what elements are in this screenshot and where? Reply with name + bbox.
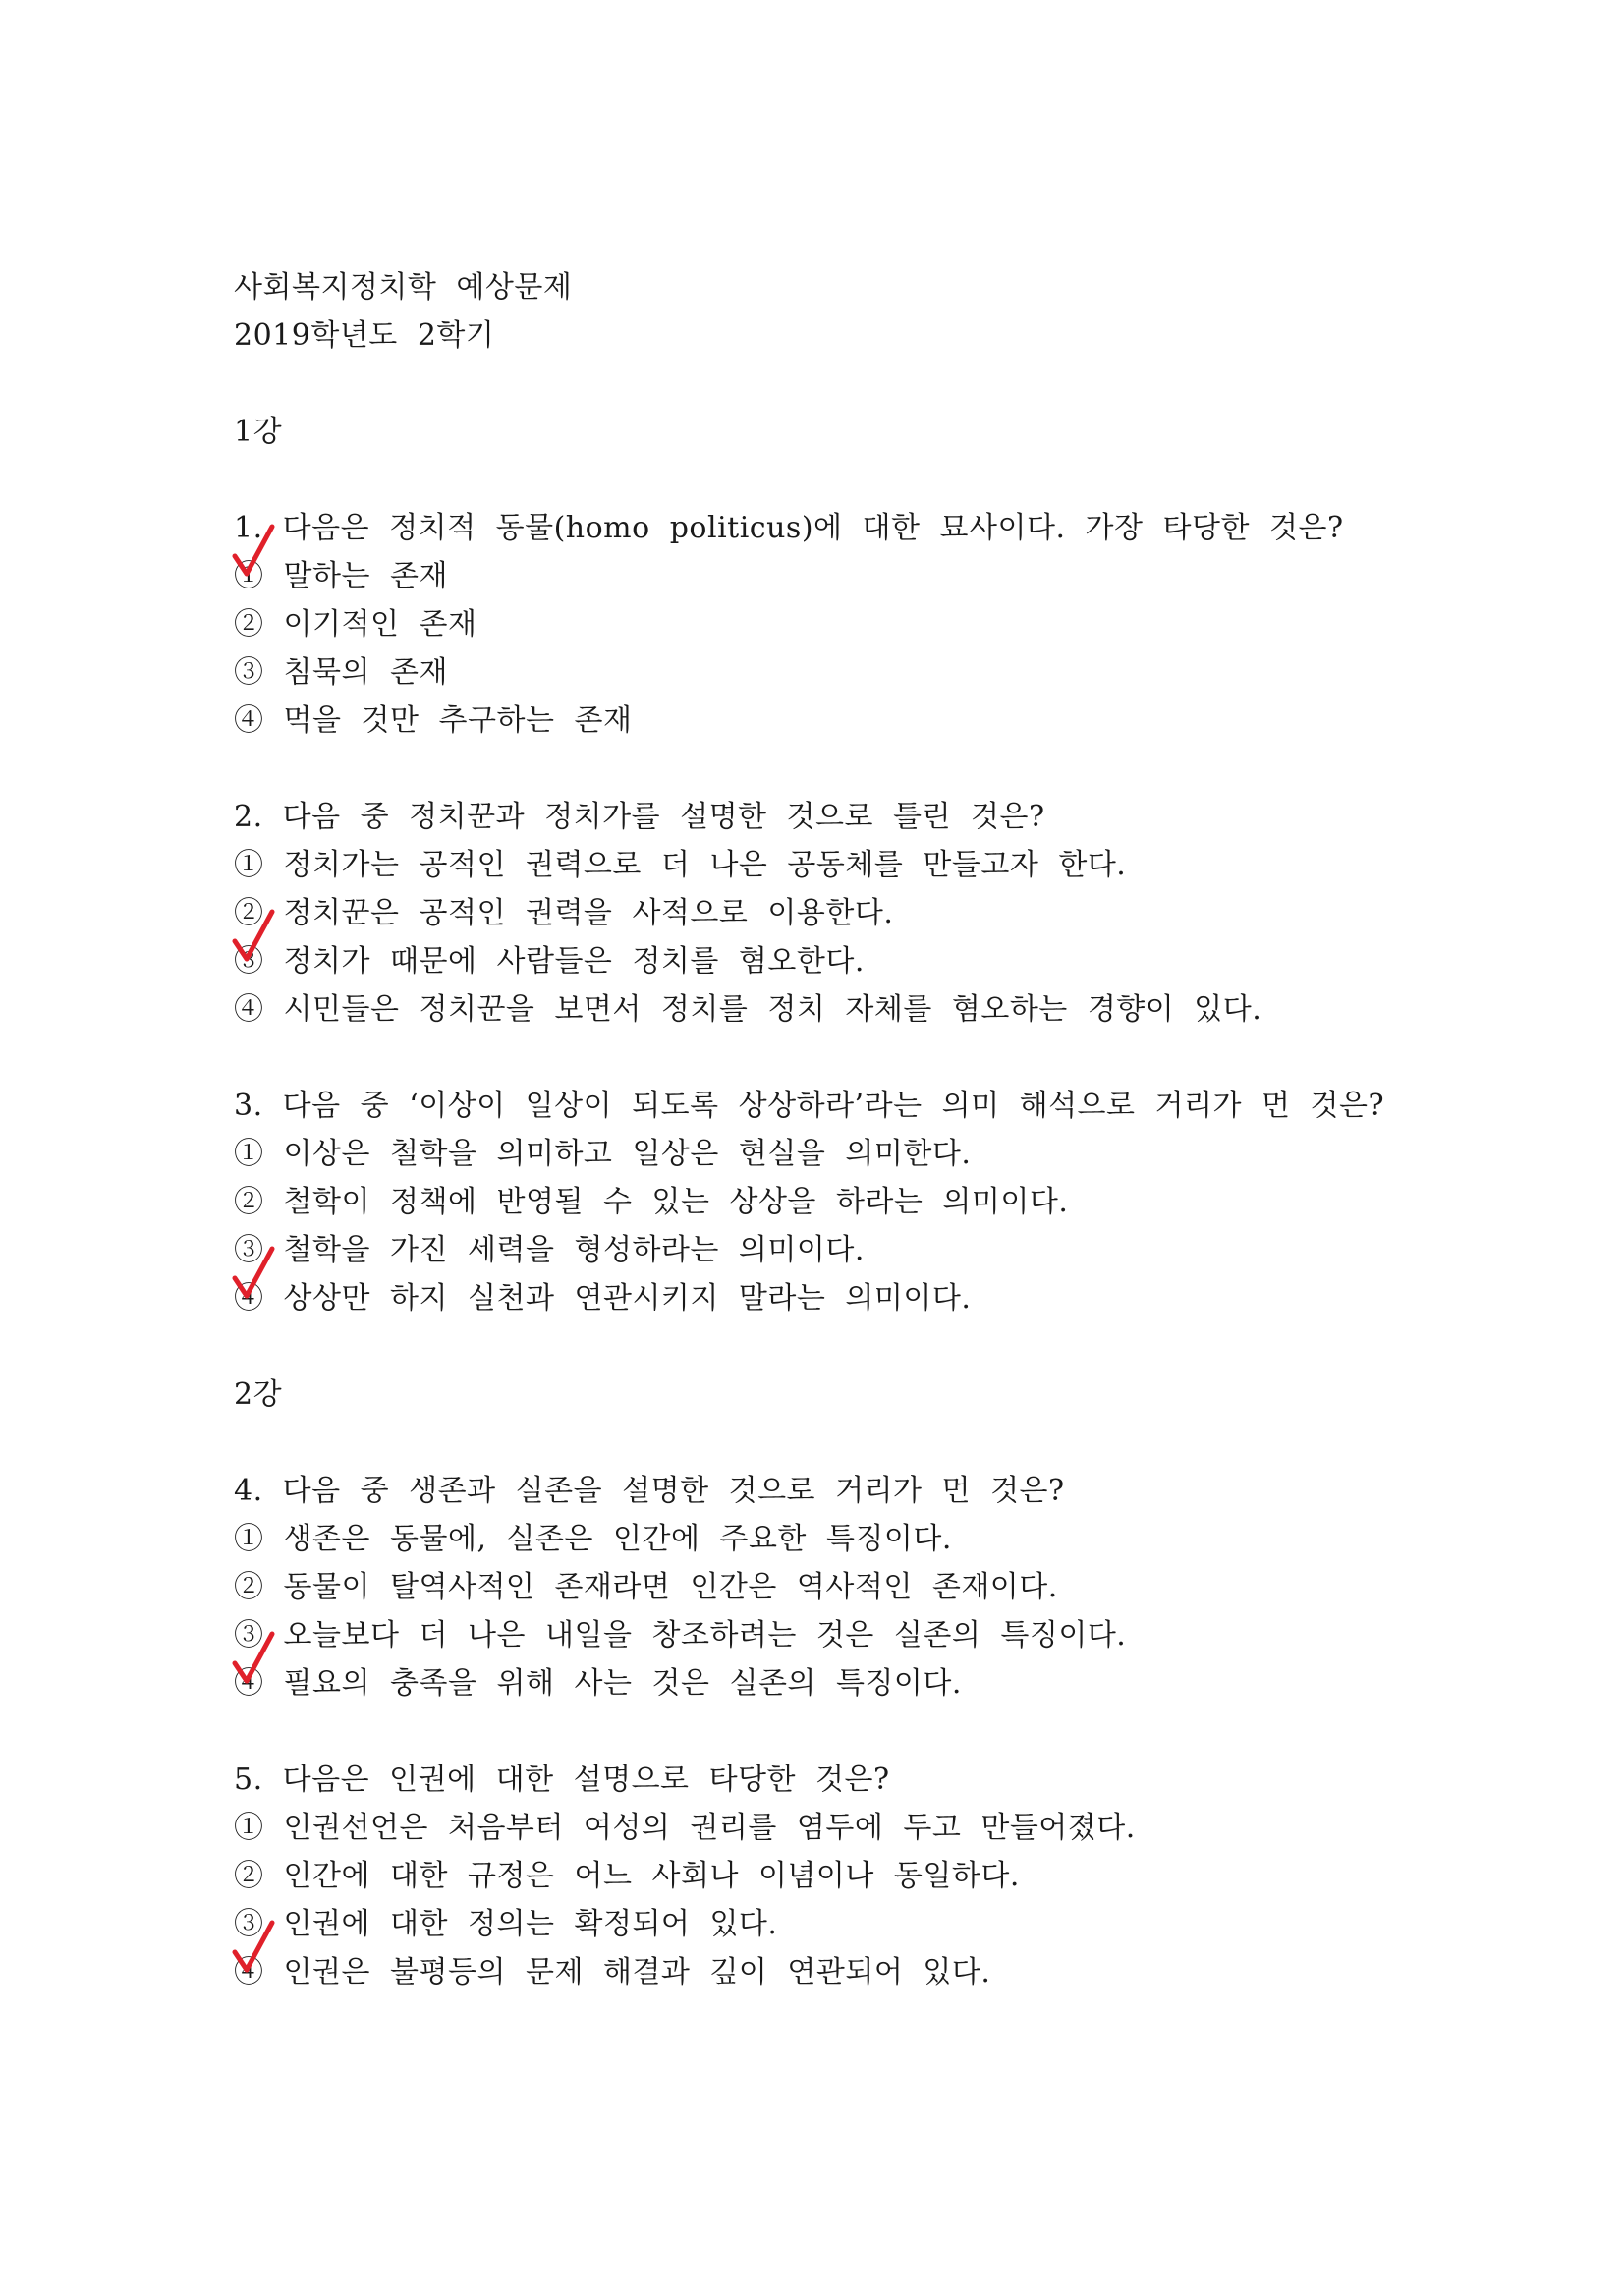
option-text: ③ 인권에 대한 정의는 확정되어 있다. <box>234 1907 778 1941</box>
question-text: 4. 다음 중 생존과 실존을 설명한 것으로 거리가 먼 것은? <box>234 1474 1065 1508</box>
answer-option <box>234 1563 1472 1611</box>
option-text: ② 정치꾼은 공적인 권력을 사적으로 이용한다. <box>234 896 894 930</box>
option-text: ① 정치가는 공적인 권력으로 더 나은 공동체를 만들고자 한다. <box>234 848 1127 882</box>
question-text: 1. 다음은 정치적 동물(homo politicus)에 대한 묘사이다. 가장 타당한 것은? <box>234 511 1344 545</box>
answer-option <box>234 937 1472 985</box>
option-text: ① 말하는 존재 <box>234 559 448 593</box>
answer-option <box>234 1659 1472 1708</box>
spacer <box>234 360 1472 408</box>
lecture-heading-2: 2강 <box>234 1377 283 1412</box>
option-text: ④ 필요의 충족을 위해 사는 것은 실존의 특징이다. <box>234 1666 962 1701</box>
lecture-heading-1: 1강 <box>234 415 283 449</box>
answer-option <box>234 552 1472 600</box>
option-text: ③ 오늘보다 더 나은 내일을 창조하려는 것은 실존의 특징이다. <box>234 1618 1127 1652</box>
option-text: ② 동물이 탈역사적인 존재라면 인간은 역사적인 존재이다. <box>234 1570 1058 1604</box>
answer-option <box>234 1804 1472 1852</box>
document-subtitle: 2019학년도 2학기 <box>234 318 495 353</box>
spacer <box>234 1708 1472 1756</box>
option-text: ③ 철학을 가진 세력을 형성하라는 의미이다. <box>234 1233 865 1267</box>
answer-option <box>234 1130 1472 1178</box>
answer-option <box>234 648 1472 697</box>
option-text: ③ 정치가 때문에 사람들은 정치를 혐오한다. <box>234 944 865 979</box>
question-2 <box>234 793 1472 1034</box>
spacer <box>234 456 1472 504</box>
option-text: ① 이상은 철학을 의미하고 일상은 현실을 의미한다. <box>234 1137 972 1171</box>
spacer <box>234 745 1472 793</box>
option-text: ② 이기적인 존재 <box>234 607 477 642</box>
question-text: 2. 다음 중 정치꾼과 정치가를 설명한 것으로 틀린 것은? <box>234 800 1045 834</box>
answer-option <box>234 1515 1472 1563</box>
option-text: ④ 시민들은 정치꾼을 보면서 정치를 정치 자체를 혐오하는 경향이 있다. <box>234 992 1262 1027</box>
document-content <box>234 263 1472 1996</box>
question-text: 3. 다음 중 ‘이상이 일상이 되도록 상상하라’라는 의미 해석으로 거리가 먼 것은? <box>234 1089 1385 1123</box>
option-text: ③ 침묵의 존재 <box>234 655 448 690</box>
answer-option <box>234 1274 1472 1322</box>
question-5 <box>234 1756 1472 1996</box>
option-text: ④ 상상만 하지 실천과 연관시키지 말라는 의미이다. <box>234 1281 972 1316</box>
question-3 <box>234 1082 1472 1322</box>
question-4 <box>234 1467 1472 1708</box>
spacer <box>234 1034 1472 1082</box>
answer-option <box>234 1948 1472 1996</box>
answer-option <box>234 1852 1472 1900</box>
answer-option <box>234 985 1472 1034</box>
answer-option <box>234 697 1472 745</box>
option-text: ② 철학이 정책에 반영될 수 있는 상상을 하라는 의미이다. <box>234 1185 1069 1219</box>
answer-option <box>234 1611 1472 1659</box>
option-text: ① 인권선언은 처음부터 여성의 권리를 염두에 두고 만들어졌다. <box>234 1811 1136 1845</box>
answer-option <box>234 889 1472 937</box>
spacer <box>234 1419 1472 1467</box>
option-text: ② 인간에 대한 규정은 어느 사회나 이념이나 동일하다. <box>234 1859 1020 1893</box>
answer-option <box>234 600 1472 648</box>
answer-option <box>234 1226 1472 1274</box>
answer-option <box>234 841 1472 889</box>
answer-option <box>234 1178 1472 1226</box>
option-text: ① 생존은 동물에, 실존은 인간에 주요한 특징이다. <box>234 1522 952 1556</box>
spacer <box>234 1322 1472 1371</box>
question-text: 5. 다음은 인권에 대한 설명으로 타당한 것은? <box>234 1763 890 1797</box>
option-text: ④ 먹을 것만 추구하는 존재 <box>234 703 633 738</box>
document-title: 사회복지정치학 예상문제 <box>234 270 573 305</box>
option-text: ④ 인권은 불평등의 문제 해결과 깊이 연관되어 있다. <box>234 1955 991 1989</box>
answer-option <box>234 1900 1472 1948</box>
question-1 <box>234 504 1472 745</box>
